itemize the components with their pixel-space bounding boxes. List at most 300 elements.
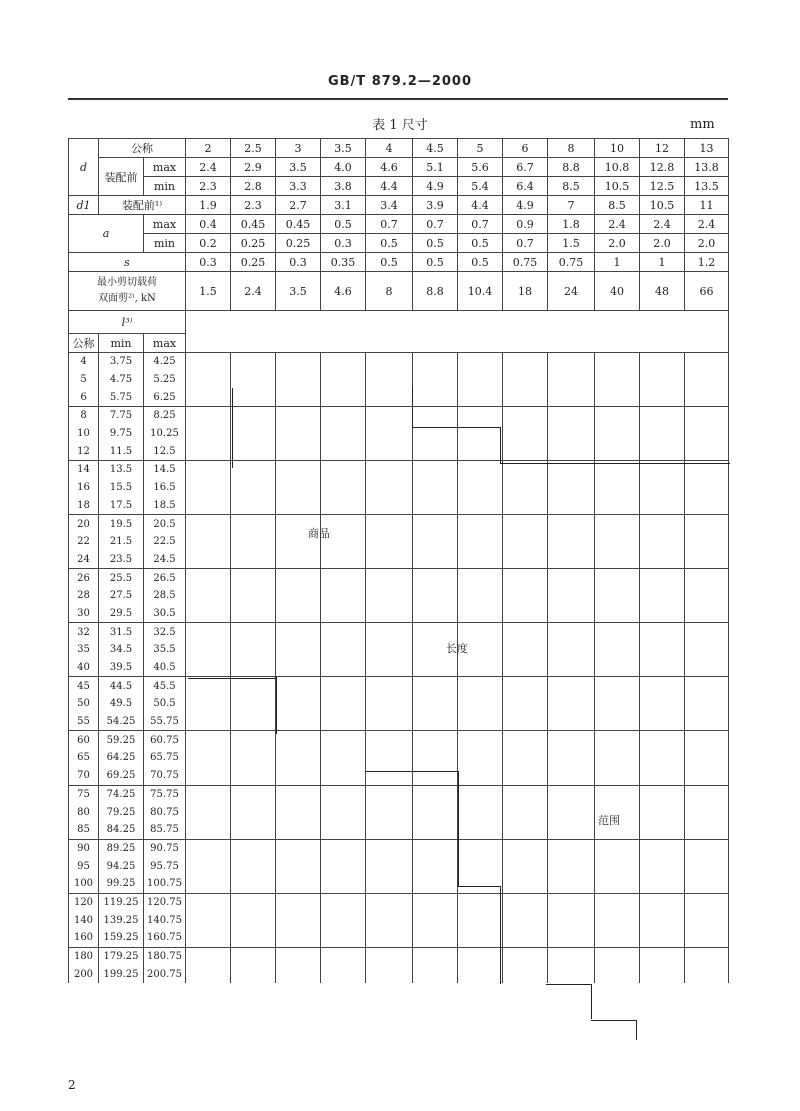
length-grid-cell	[321, 857, 366, 875]
length-grid-cell	[595, 857, 640, 875]
region-label-range: 范围	[598, 814, 620, 827]
length-nominal-cell: 70	[69, 767, 99, 785]
length-grid-cell	[186, 659, 231, 677]
length-grid-cell	[458, 353, 503, 371]
a-min-cell: 0.25	[276, 234, 321, 253]
length-nominal-cell: 90	[69, 839, 99, 857]
a-max-cell: 0.7	[458, 215, 503, 234]
length-grid-cell	[685, 371, 729, 389]
length-grid-cell	[413, 587, 458, 605]
columns-cell: 8	[548, 139, 595, 158]
length-grid-cell	[640, 587, 685, 605]
length-grid-cell	[458, 515, 503, 533]
length-grid-cell	[548, 479, 595, 497]
length-grid-cell	[413, 569, 458, 587]
s-cell: 0.75	[548, 253, 595, 272]
range-boundary-segment	[546, 984, 591, 985]
length-grid-cell	[503, 857, 548, 875]
length-row	[69, 442, 729, 460]
length-grid-cell	[503, 641, 548, 659]
range-boundary-segment	[500, 427, 501, 463]
length-grid-cell	[685, 569, 729, 587]
range-boundary-segment	[500, 886, 501, 984]
length-nominal-cell: 28	[69, 587, 99, 605]
length-grid-cell	[548, 353, 595, 371]
length-grid-cell	[413, 479, 458, 497]
region-label-length: 长度	[446, 642, 468, 655]
length-grid-cell	[685, 442, 729, 460]
length-grid-cell	[458, 785, 503, 803]
length-grid-cell	[366, 875, 413, 893]
length-grid-cell	[640, 569, 685, 587]
length-grid-cell	[321, 677, 366, 695]
length-section	[69, 353, 729, 984]
length-grid-cell	[413, 677, 458, 695]
length-nominal-cell: 8	[69, 407, 99, 425]
length-nominal-cell: 160	[69, 929, 99, 947]
length-grid-cell	[548, 893, 595, 911]
length-row	[69, 497, 729, 515]
length-min-cell: 29.5	[99, 605, 144, 623]
length-grid-cell	[186, 388, 231, 406]
length-grid-cell	[366, 623, 413, 641]
length-min-cell: 5.75	[99, 388, 144, 406]
length-grid-cell	[503, 442, 548, 460]
length-grid-cell	[548, 785, 595, 803]
length-min-cell: 34.5	[99, 641, 144, 659]
a-max-cell: 2.4	[595, 215, 640, 234]
length-max-cell: 24.5	[144, 551, 186, 569]
length-grid-cell	[595, 587, 640, 605]
length-grid-cell	[458, 767, 503, 785]
length-grid-cell	[366, 353, 413, 371]
l-nominal-label: 公称	[69, 334, 99, 353]
length-grid-cell	[321, 749, 366, 767]
length-grid-cell	[595, 388, 640, 406]
length-row	[69, 623, 729, 641]
a-min-cell: 0.7	[503, 234, 548, 253]
d1-cell: 10.5	[640, 196, 685, 215]
length-grid-cell	[503, 839, 548, 857]
length-nominal-cell: 40	[69, 659, 99, 677]
table-caption: 表 1 尺寸	[372, 118, 428, 133]
length-nominal-cell: 120	[69, 893, 99, 911]
length-row	[69, 911, 729, 929]
length-grid-cell	[548, 605, 595, 623]
length-grid-cell	[186, 587, 231, 605]
length-row	[69, 929, 729, 947]
length-min-cell: 9.75	[99, 425, 144, 443]
d-min-cell: 2.3	[186, 177, 231, 196]
length-grid-cell	[276, 587, 321, 605]
length-grid-cell	[458, 442, 503, 460]
length-min-cell: 74.25	[99, 785, 144, 803]
length-grid-cell	[458, 569, 503, 587]
s-cell: 0.35	[321, 253, 366, 272]
length-grid-cell	[503, 713, 548, 731]
length-grid-cell	[186, 623, 231, 641]
length-grid-cell	[321, 839, 366, 857]
length-grid-cell	[186, 857, 231, 875]
length-grid-cell	[548, 875, 595, 893]
length-grid-cell	[413, 785, 458, 803]
length-grid-cell	[366, 857, 413, 875]
length-grid-cell	[276, 641, 321, 659]
length-grid-cell	[685, 893, 729, 911]
length-grid-cell	[640, 388, 685, 406]
s-symbol: s	[69, 253, 186, 272]
length-nominal-cell: 5	[69, 371, 99, 389]
before-assembly-label: 装配前	[99, 158, 144, 196]
length-grid-cell	[231, 749, 276, 767]
length-grid-cell	[548, 641, 595, 659]
range-boundary-segment	[458, 771, 459, 886]
length-grid-cell	[548, 839, 595, 857]
range-boundary-segment	[636, 1020, 637, 1040]
l-min-label: min	[99, 334, 144, 353]
length-grid-cell	[685, 587, 729, 605]
a-min-cell: 2.0	[685, 234, 729, 253]
length-grid-cell	[321, 965, 366, 983]
length-min-cell: 94.25	[99, 857, 144, 875]
length-grid-cell	[276, 551, 321, 569]
length-grid-cell	[640, 641, 685, 659]
length-grid-cell	[231, 353, 276, 371]
shear-cell: 66	[685, 272, 729, 311]
length-grid-cell	[231, 623, 276, 641]
length-grid-cell	[321, 911, 366, 929]
length-grid-cell	[276, 821, 321, 839]
length-max-cell: 85.75	[144, 821, 186, 839]
length-grid-cell	[186, 551, 231, 569]
length-grid-cell	[186, 965, 231, 983]
shear-cell: 3.5	[276, 272, 321, 311]
length-grid-cell	[685, 821, 729, 839]
length-grid-cell	[366, 659, 413, 677]
length-grid-cell	[458, 388, 503, 406]
length-grid-cell	[366, 461, 413, 479]
length-min-cell: 89.25	[99, 839, 144, 857]
a-min-cell: 1.5	[548, 234, 595, 253]
length-grid-cell	[685, 497, 729, 515]
shear-cell: 8.8	[413, 272, 458, 311]
length-grid-cell	[595, 785, 640, 803]
length-max-cell: 65.75	[144, 749, 186, 767]
length-grid-cell	[366, 551, 413, 569]
columns-cell: 5	[458, 139, 503, 158]
length-grid-cell	[276, 893, 321, 911]
length-grid-cell	[413, 893, 458, 911]
length-grid-cell	[413, 407, 458, 425]
d-symbol: d	[69, 139, 99, 196]
length-min-cell: 59.25	[99, 731, 144, 749]
length-grid-cell	[595, 731, 640, 749]
length-grid-cell	[366, 407, 413, 425]
length-grid-cell	[321, 893, 366, 911]
length-min-cell: 39.5	[99, 659, 144, 677]
length-grid-cell	[413, 803, 458, 821]
length-row	[69, 479, 729, 497]
length-grid-cell	[503, 695, 548, 713]
length-grid-cell	[413, 767, 458, 785]
length-grid-cell	[366, 371, 413, 389]
length-grid-cell	[458, 371, 503, 389]
length-grid-cell	[276, 695, 321, 713]
a-max-cell: 1.8	[548, 215, 595, 234]
length-grid-cell	[413, 497, 458, 515]
length-grid-cell	[231, 425, 276, 443]
length-grid-cell	[685, 713, 729, 731]
length-max-cell: 14.5	[144, 461, 186, 479]
range-boundary-segment	[412, 427, 500, 428]
length-grid-cell	[595, 947, 640, 965]
length-grid-cell	[548, 929, 595, 947]
length-grid-cell	[276, 677, 321, 695]
length-grid-cell	[458, 893, 503, 911]
length-grid-cell	[231, 713, 276, 731]
length-grid-cell	[595, 965, 640, 983]
length-min-cell: 199.25	[99, 965, 144, 983]
length-grid-cell	[685, 785, 729, 803]
length-min-cell: 54.25	[99, 713, 144, 731]
length-grid-cell	[685, 911, 729, 929]
columns-cell: 3.5	[321, 139, 366, 158]
length-grid-cell	[276, 659, 321, 677]
length-grid-cell	[413, 695, 458, 713]
length-grid-cell	[595, 605, 640, 623]
length-row	[69, 659, 729, 677]
columns-cell: 6	[503, 139, 548, 158]
length-grid-cell	[548, 659, 595, 677]
length-grid-cell	[595, 875, 640, 893]
length-nominal-cell: 65	[69, 749, 99, 767]
length-grid-cell	[595, 425, 640, 443]
length-grid-cell	[321, 695, 366, 713]
d1-cell: 2.7	[276, 196, 321, 215]
length-grid-cell	[413, 371, 458, 389]
page-number: 2	[68, 1078, 76, 1092]
length-grid-cell	[595, 695, 640, 713]
length-grid-cell	[640, 677, 685, 695]
length-grid-cell	[503, 749, 548, 767]
s-cell: 0.25	[231, 253, 276, 272]
d1-cell: 8.5	[595, 196, 640, 215]
length-nominal-cell: 55	[69, 713, 99, 731]
length-grid-cell	[186, 497, 231, 515]
length-min-cell: 44.5	[99, 677, 144, 695]
shear-cell: 18	[503, 272, 548, 311]
length-grid-cell	[231, 947, 276, 965]
length-grid-cell	[685, 929, 729, 947]
length-grid-cell	[458, 749, 503, 767]
s-cell: 0.75	[503, 253, 548, 272]
a-min-cell: 0.5	[413, 234, 458, 253]
length-grid-cell	[503, 785, 548, 803]
length-grid-cell	[366, 785, 413, 803]
length-grid-cell	[503, 353, 548, 371]
length-grid-cell	[503, 767, 548, 785]
d-min-cell: 2.8	[231, 177, 276, 196]
length-grid-cell	[458, 821, 503, 839]
d-max-cell: 4.0	[321, 158, 366, 177]
columns-cell: 2	[186, 139, 231, 158]
length-nominal-cell: 20	[69, 515, 99, 533]
length-grid-cell	[413, 911, 458, 929]
length-grid-cell	[276, 911, 321, 929]
length-grid-cell	[685, 533, 729, 551]
length-row	[69, 857, 729, 875]
length-grid-cell	[503, 965, 548, 983]
length-row	[69, 767, 729, 785]
length-grid-cell	[458, 839, 503, 857]
length-max-cell: 55.75	[144, 713, 186, 731]
length-grid-cell	[366, 425, 413, 443]
length-max-cell: 16.5	[144, 479, 186, 497]
length-max-cell: 75.75	[144, 785, 186, 803]
length-row	[69, 731, 729, 749]
length-nominal-cell: 26	[69, 569, 99, 587]
length-grid-cell	[231, 803, 276, 821]
length-grid-cell	[685, 875, 729, 893]
length-grid-cell	[321, 641, 366, 659]
length-grid-cell	[595, 442, 640, 460]
length-grid-cell	[458, 947, 503, 965]
length-nominal-cell: 80	[69, 803, 99, 821]
length-grid-cell	[685, 965, 729, 983]
length-min-cell: 119.25	[99, 893, 144, 911]
d-max-cell: 8.8	[548, 158, 595, 177]
length-grid-cell	[276, 407, 321, 425]
length-grid-cell	[231, 965, 276, 983]
d-min-cell: 3.8	[321, 177, 366, 196]
length-grid-cell	[413, 659, 458, 677]
length-grid-cell	[231, 641, 276, 659]
length-grid-cell	[276, 497, 321, 515]
d-min-cell: 10.5	[595, 177, 640, 196]
length-grid-cell	[685, 515, 729, 533]
length-row	[69, 641, 729, 659]
length-grid-cell	[231, 587, 276, 605]
row-s	[69, 253, 729, 272]
length-row	[69, 785, 729, 803]
length-grid-cell	[413, 551, 458, 569]
length-grid-cell	[231, 442, 276, 460]
length-grid-cell	[366, 767, 413, 785]
length-grid-cell	[458, 929, 503, 947]
shear-load-line2: 双面剪²⁾, kN	[98, 293, 156, 304]
length-max-cell: 80.75	[144, 803, 186, 821]
length-grid-cell	[276, 965, 321, 983]
length-grid-cell	[548, 695, 595, 713]
length-grid-cell	[186, 821, 231, 839]
length-grid-cell	[685, 857, 729, 875]
length-grid-cell	[366, 587, 413, 605]
length-grid-cell	[640, 785, 685, 803]
range-boundary-segment	[500, 463, 730, 464]
length-max-cell: 28.5	[144, 587, 186, 605]
length-min-cell: 19.5	[99, 515, 144, 533]
length-grid-cell	[231, 497, 276, 515]
length-max-cell: 12.5	[144, 442, 186, 460]
length-grid-cell	[276, 569, 321, 587]
length-row	[69, 677, 729, 695]
a-max-cell: 2.4	[685, 215, 729, 234]
range-boundary-segment	[458, 886, 500, 887]
length-grid-cell	[595, 371, 640, 389]
length-grid-cell	[640, 767, 685, 785]
length-row	[69, 839, 729, 857]
length-grid-cell	[413, 623, 458, 641]
length-grid-cell	[640, 551, 685, 569]
length-grid-cell	[231, 695, 276, 713]
length-grid-cell	[548, 965, 595, 983]
shear-cell: 40	[595, 272, 640, 311]
length-grid-cell	[548, 533, 595, 551]
length-nominal-cell: 95	[69, 857, 99, 875]
length-grid-cell	[321, 371, 366, 389]
length-grid-cell	[685, 947, 729, 965]
length-nominal-cell: 24	[69, 551, 99, 569]
length-grid-cell	[595, 551, 640, 569]
length-grid-cell	[186, 371, 231, 389]
length-grid-cell	[231, 767, 276, 785]
length-nominal-cell: 14	[69, 461, 99, 479]
length-grid-cell	[640, 497, 685, 515]
length-grid-cell	[503, 947, 548, 965]
length-grid-cell	[413, 749, 458, 767]
length-grid-cell	[231, 893, 276, 911]
length-grid-cell	[231, 551, 276, 569]
length-grid-cell	[458, 479, 503, 497]
d1-symbol: d1	[69, 196, 99, 215]
length-min-cell: 7.75	[99, 407, 144, 425]
length-grid-cell	[548, 731, 595, 749]
length-grid-cell	[640, 479, 685, 497]
length-grid-cell	[276, 605, 321, 623]
length-max-cell: 160.75	[144, 929, 186, 947]
length-max-cell: 6.25	[144, 388, 186, 406]
length-grid-cell	[503, 479, 548, 497]
length-max-cell: 10.25	[144, 425, 186, 443]
length-grid-cell	[595, 839, 640, 857]
columns-cell: 13	[685, 139, 729, 158]
length-grid-cell	[595, 533, 640, 551]
d1-cell: 3.4	[366, 196, 413, 215]
length-max-cell: 180.75	[144, 947, 186, 965]
s-cell: 1.2	[685, 253, 729, 272]
l-symbol: l³⁾	[69, 311, 186, 334]
length-grid-cell	[503, 388, 548, 406]
length-grid-cell	[685, 623, 729, 641]
length-grid-cell	[276, 479, 321, 497]
d-min-cell: 4.9	[413, 177, 458, 196]
length-grid-cell	[640, 695, 685, 713]
length-grid-cell	[413, 605, 458, 623]
length-grid-cell	[595, 515, 640, 533]
length-grid-cell	[413, 929, 458, 947]
length-max-cell: 30.5	[144, 605, 186, 623]
length-nominal-cell: 35	[69, 641, 99, 659]
length-grid-cell	[458, 533, 503, 551]
length-grid-cell	[640, 533, 685, 551]
length-grid-cell	[503, 425, 548, 443]
length-grid-cell	[276, 785, 321, 803]
length-grid-cell	[186, 407, 231, 425]
length-grid-cell	[640, 839, 685, 857]
length-grid-cell	[321, 785, 366, 803]
length-nominal-cell: 85	[69, 821, 99, 839]
length-grid-cell	[186, 713, 231, 731]
